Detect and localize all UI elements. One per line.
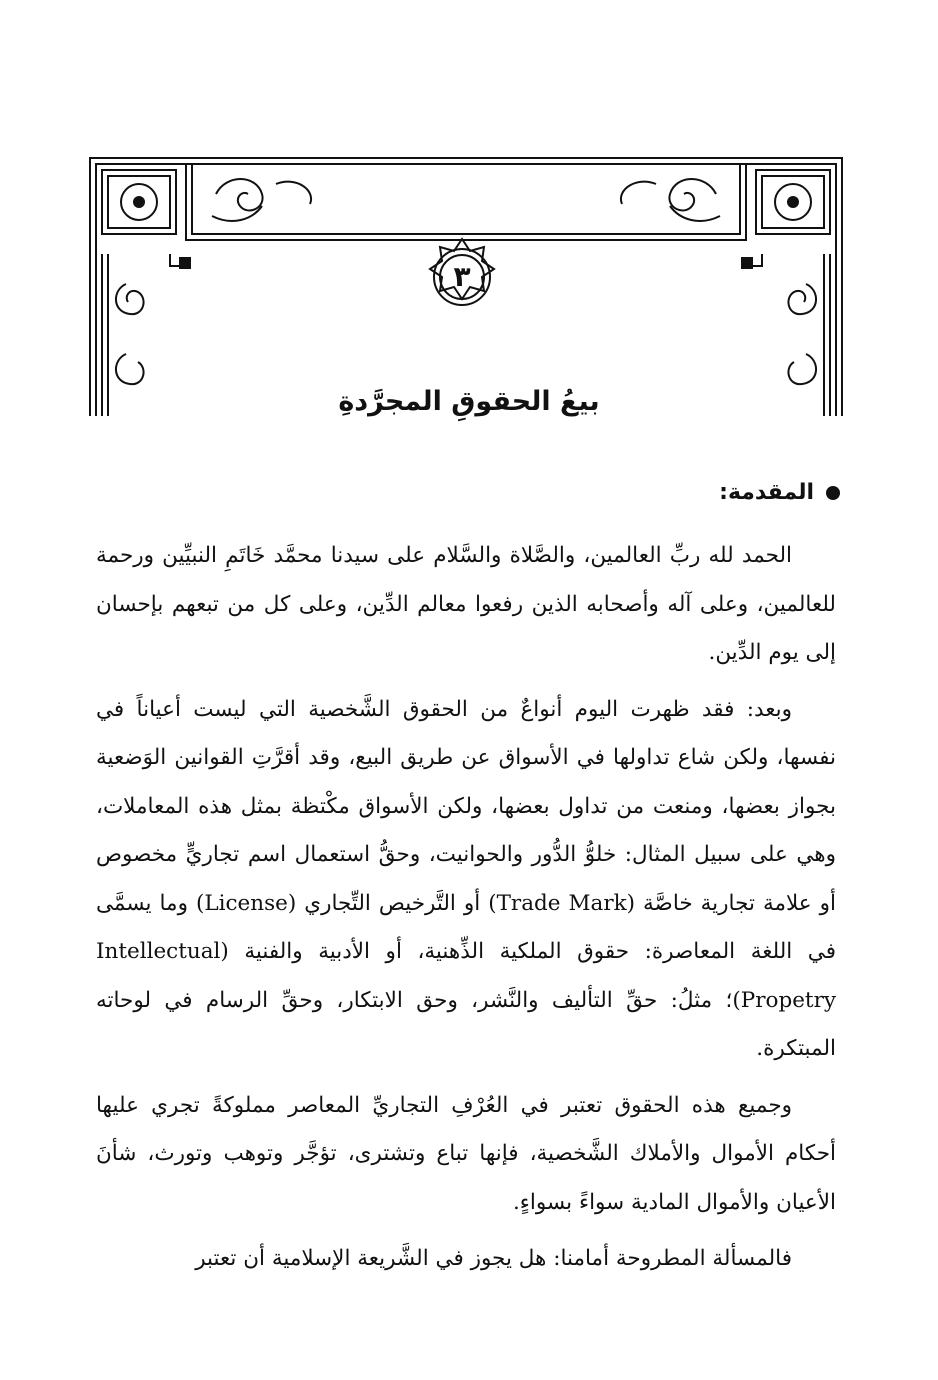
paragraph-4: فالمسألة المطروحة أمامنا: هل يجوز في الشَّريعة الإسلامية أن تعتبر [195,1246,792,1271]
section-heading [719,475,840,511]
chapter-title: بيعُ الحقوقِ المجرَّدةِ [338,386,600,417]
chapter-number: ٣ [453,260,471,293]
body-text [96,532,836,1292]
paragraph-1: الحمد لله ربِّ العالمين، والصَّلاة والسَّلام على سيدنا محمَّد خَاتَمِ النبيِّين ورحمة للعالمين، وعلى آله وأصحابه الذين رفعوا معالم الدِّين، وعلى كل من تبعهم بإحسان إلى يوم الدِّين. [96,543,836,665]
bullet-icon [826,486,840,500]
paragraph-2: وبعد: فقد ظهرت اليوم أنواعٌ من الحقوق الشَّخصية التي ليست أعياناً في نفسها، ولكن شاع تداولها في الأسواق عن طريق البيع، وقد أقرَّتِ القوانين الوَضعية بجواز بعضها، ومنعت من تداول بعضها، ولكن الأسواق مكْتظة بمثل هذه المعاملات، وهي على سبيل المثال: خلوُّ الدُّور والحوانيت، وحقُّ استعمال اسم تجاريٍّ مخصوص أو علامة تجارية خاصَّة (Trade Mark) أو التَّرخيص التِّجاري (License) وما يسمَّى في اللغة المعاصرة: حقوق الملكية الذِّهنية، أو الأدبية والفنية (Intellectual Propetry)؛ مثلُ: حقِّ التأليف والنَّشر، وحق الابتكار، وحقِّ الرسام في لوحاته المبتكرة. [96,696,836,1061]
paragraph-3: وجميع هذه الحقوق تعتبر في العُرْفِ التجاريِّ المعاصر مملوكةً تجري عليها أحكام الأموال والأملاك الشَّخصية، فإنها تباع وتشترى، تؤجَّر وتوهب وتورث، شأنَ الأعيان والأموال المادية سواءً بسواءٍ. [96,1092,836,1215]
section-heading-label: المقدمة: [719,480,814,505]
